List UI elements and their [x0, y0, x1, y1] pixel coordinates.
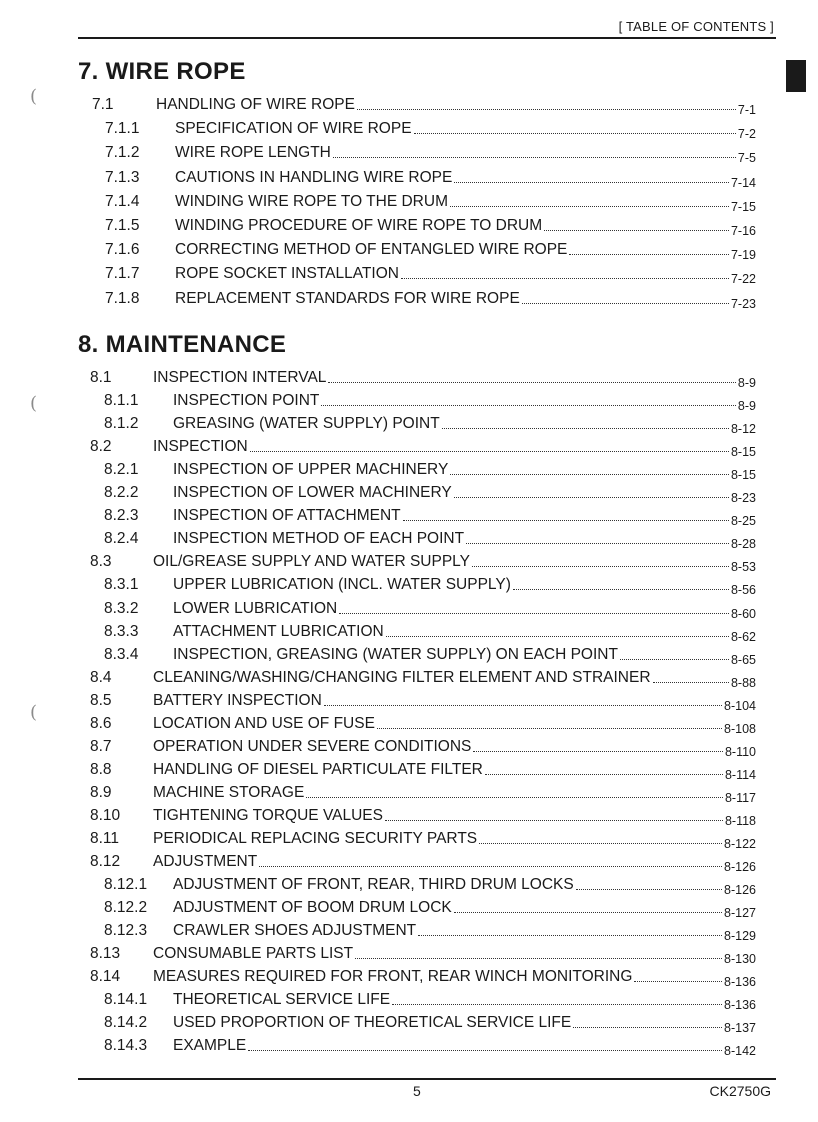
toc-entry-number: 8.10	[90, 806, 121, 824]
toc-entry-number: 8.2.3	[104, 507, 139, 525]
toc-entry-page: 8-15	[730, 468, 756, 483]
dot-leader	[442, 428, 729, 429]
toc-entry-page: 8-129	[724, 929, 756, 944]
toc-entry-page: 7-23	[730, 296, 756, 311]
toc-entry[interactable]	[0, 965, 756, 990]
dot-leader	[653, 682, 729, 683]
toc-entry-title: LOCATION AND USE OF FUSE	[153, 714, 375, 732]
toc-entry[interactable]	[0, 481, 756, 506]
toc-entry-number: 8.1.2	[104, 415, 139, 433]
toc-entry-number: 8.1.1	[104, 392, 139, 410]
toc-entry-number: 8.2	[90, 438, 112, 456]
toc-entry-number: 8.14.2	[104, 1014, 148, 1032]
toc-entry-page: 8-126	[724, 883, 756, 898]
page-number: 5	[413, 1083, 421, 1099]
toc-entry-number: 8.12.2	[104, 899, 148, 917]
toc-entry-page: 8-136	[724, 975, 756, 990]
toc-entry-number: 8.12	[90, 853, 121, 871]
toc-entry-page: 8-114	[724, 767, 756, 782]
toc-entry-title: INSPECTION OF ATTACHMENT	[173, 507, 401, 525]
dot-leader	[306, 797, 723, 798]
dot-leader	[569, 254, 729, 255]
toc-entry-title: MACHINE STORAGE	[153, 783, 305, 801]
toc-entry-number: 7.1.7	[105, 265, 140, 283]
dot-leader	[324, 705, 722, 706]
toc-entry-number: 8.9	[90, 783, 112, 801]
toc-entry[interactable]	[0, 504, 756, 529]
toc-entry-number: 8.5	[90, 691, 112, 709]
toc-entry-number: 8.11	[90, 830, 120, 847]
toc-entry-page: 7-19	[730, 248, 756, 263]
dot-leader	[620, 659, 729, 660]
toc-entry[interactable]	[0, 366, 756, 388]
toc-entry-number: 8.7	[90, 737, 112, 755]
toc-entry-title: THEORETICAL SERVICE LIFE	[173, 991, 391, 1009]
dot-leader	[357, 109, 736, 110]
toc-entry-page: 8-65	[730, 652, 756, 667]
toc-entry-page: 7-16	[730, 224, 756, 238]
toc-entry[interactable]	[0, 1034, 756, 1059]
dot-leader	[634, 981, 722, 982]
toc-entry-page: 8-60	[730, 606, 756, 621]
dot-leader	[403, 520, 729, 521]
toc-entry-page: 8-137	[724, 1021, 756, 1036]
toc-entry-number: 7.1.5	[105, 217, 140, 234]
chapter-7-title: 7. WIRE ROPE	[78, 58, 246, 85]
toc-entry-title: INSPECTION METHOD OF EACH POINT	[173, 530, 465, 548]
toc-entry[interactable]	[0, 689, 756, 711]
toc-entry-number: 8.12.3	[104, 922, 148, 940]
toc-entry-title: LOWER LUBRICATION	[173, 599, 338, 617]
toc-entry-number: 7.1.8	[105, 289, 140, 307]
toc-entry-title: CRAWLER SHOES ADJUSTMENT	[173, 922, 417, 940]
dot-leader	[454, 182, 729, 183]
toc-entry[interactable]	[0, 550, 756, 575]
toc-entry-page: 8-56	[730, 583, 756, 598]
toc-entry-title: GREASING (WATER SUPPLY) POINT	[173, 415, 440, 433]
toc-entry-number: 8.12.1	[104, 876, 148, 894]
toc-entry-title: INSPECTION INTERVAL	[153, 369, 327, 386]
toc-entry-title: INSPECTION OF UPPER MACHINERY	[173, 461, 449, 479]
toc-entry[interactable]	[0, 262, 756, 287]
dot-leader	[522, 303, 729, 304]
toc-entry[interactable]	[0, 190, 756, 212]
toc-entry-number: 8.14.3	[104, 1037, 148, 1055]
toc-entry[interactable]	[0, 988, 756, 1013]
toc-entry-page: 7-15	[730, 199, 756, 214]
toc-entry-number: 8.3.4	[104, 645, 139, 663]
scan-mark: (	[30, 86, 38, 107]
toc-entry[interactable]	[0, 896, 756, 921]
dot-leader	[418, 935, 722, 936]
toc-entry-title: OIL/GREASE SUPPLY AND WATER SUPPLY	[153, 553, 470, 571]
toc-entry-number: 8.3	[90, 553, 112, 571]
toc-entry-page: 8-122	[724, 837, 756, 851]
toc-entry-title: ADJUSTMENT	[153, 853, 258, 871]
toc-entry-number: 8.2.2	[104, 484, 139, 502]
toc-entry-title: WINDING PROCEDURE OF WIRE ROPE TO DRUM	[175, 217, 543, 234]
dot-leader	[450, 206, 729, 207]
toc-entry-page: 8-127	[724, 906, 756, 921]
dot-leader	[333, 157, 736, 158]
toc-entry-page: 7-1	[737, 103, 756, 117]
scan-mark: (	[30, 393, 38, 414]
toc-entry-title: MEASURES REQUIRED FOR FRONT, REAR WINCH MONITORING	[153, 968, 633, 986]
toc-entry-title: TIGHTENING TORQUE VALUES	[153, 806, 383, 824]
toc-entry-page: 8-9	[737, 376, 756, 390]
dot-leader	[479, 843, 722, 844]
toc-entry[interactable]	[0, 758, 756, 780]
dot-leader	[454, 497, 729, 498]
toc-entry-title: PERIODICAL REPLACING SECURITY PARTS	[153, 830, 478, 847]
toc-entry-number: 8.8	[90, 760, 112, 778]
scan-mark: (	[30, 702, 38, 723]
toc-entry-page: 8-110	[724, 744, 756, 759]
dot-leader	[513, 589, 729, 590]
toc-entry-page: 8-104	[724, 698, 756, 713]
document-code: CK2750G	[709, 1083, 771, 1099]
chapter-8-title: 8. MAINTENANCE	[78, 331, 287, 358]
toc-entry-page: 8-62	[730, 629, 756, 644]
toc-entry-page: 8-23	[730, 491, 756, 506]
toc-entry-page: 8-9	[737, 399, 756, 414]
toc-entry[interactable]	[0, 1011, 756, 1036]
toc-entry-page: 8-88	[730, 675, 756, 690]
toc-entry-title: CAUTIONS IN HANDLING WIRE ROPE	[175, 168, 453, 186]
toc-entry[interactable]	[0, 435, 756, 460]
dot-leader	[248, 1050, 722, 1051]
toc-entry-title: UPPER LUBRICATION (INCL. WATER SUPPLY)	[173, 576, 511, 594]
toc-entry-title: ADJUSTMENT OF BOOM DRUM LOCK	[173, 899, 452, 917]
toc-entry-page: 8-142	[724, 1044, 756, 1059]
dot-leader	[454, 912, 722, 913]
toc-entry[interactable]	[0, 781, 756, 803]
toc-entry-number: 7.1.3	[105, 168, 140, 186]
toc-entry-page: 8-118	[724, 813, 756, 828]
dot-leader	[339, 613, 729, 614]
toc-entry-title: INSPECTION OF LOWER MACHINERY	[173, 484, 452, 502]
toc-entry[interactable]	[0, 573, 756, 598]
dot-leader	[250, 451, 729, 452]
toc-entry[interactable]	[0, 804, 756, 826]
toc-entry-title: EXAMPLE	[173, 1037, 247, 1055]
toc-entry-title: ROPE SOCKET INSTALLATION	[175, 265, 399, 283]
toc-entry-title: WINDING WIRE ROPE TO THE DRUM	[175, 192, 448, 210]
toc-entry-title: HANDLING OF WIRE ROPE	[156, 96, 355, 113]
toc-entry[interactable]	[0, 942, 756, 967]
toc-entry-title: REPLACEMENT STANDARDS FOR WIRE ROPE	[175, 289, 520, 307]
dot-leader	[377, 728, 722, 729]
toc-entry[interactable]	[0, 117, 756, 142]
toc-entry-number: 8.2.1	[104, 461, 139, 479]
toc-entry[interactable]	[0, 850, 756, 875]
dot-leader	[473, 751, 723, 752]
toc-entry-number: 8.3.2	[104, 599, 139, 617]
toc-entry-title: SPECIFICATION OF WIRE ROPE	[175, 120, 412, 138]
toc-entry[interactable]	[0, 238, 756, 263]
toc-entry-number: 7.1.6	[105, 241, 140, 259]
dot-leader	[544, 230, 729, 231]
toc-entry-number: 8.13	[90, 945, 121, 963]
toc-entry-page: 8-15	[730, 445, 756, 460]
toc-entry-title: INSPECTION POINT	[173, 392, 320, 410]
toc-entry[interactable]	[0, 827, 756, 849]
toc-entry-page: 8-126	[724, 860, 756, 875]
toc-entry-page: 7-5	[737, 151, 756, 166]
footer-rule	[78, 1078, 776, 1080]
toc-entry-title: INSPECTION, GREASING (WATER SUPPLY) ON EACH POINT	[173, 645, 618, 663]
toc-entry-number: 7.1.1	[105, 120, 140, 138]
toc-entry-number: 8.14	[90, 968, 121, 986]
toc-entry-title: WIRE ROPE LENGTH	[175, 144, 331, 162]
toc-entry-title: ADJUSTMENT OF FRONT, REAR, THIRD DRUM LOCKS	[173, 876, 574, 894]
toc-entry[interactable]	[0, 712, 756, 734]
toc-entry[interactable]	[0, 643, 756, 665]
toc-entry[interactable]	[0, 287, 756, 309]
dot-leader	[321, 405, 736, 406]
toc-entry-number: 7.1	[92, 96, 114, 113]
toc-entry[interactable]	[0, 93, 756, 115]
toc-entry-page: 8-12	[730, 422, 756, 437]
dot-leader	[392, 1004, 722, 1005]
toc-entry-title: USED PROPORTION OF THEORETICAL SERVICE LIFE	[173, 1014, 572, 1032]
section-header-label: [ TABLE OF CONTENTS ]	[618, 19, 774, 34]
toc-entry-number: 8.14.1	[104, 991, 148, 1009]
toc-entry[interactable]	[0, 735, 756, 757]
toc-entry-number: 8.4	[90, 668, 112, 686]
dot-leader	[576, 889, 722, 890]
dot-leader	[450, 474, 729, 475]
toc-entry-page: 7-2	[737, 127, 756, 142]
toc-entry-page: 8-25	[730, 514, 756, 529]
dot-leader	[485, 774, 723, 775]
toc-entry[interactable]	[0, 458, 756, 483]
dot-leader	[573, 1027, 722, 1028]
toc-entry[interactable]	[0, 873, 756, 898]
dot-leader	[355, 958, 722, 959]
dot-leader	[466, 543, 729, 544]
toc-entry-number: 8.1	[90, 369, 112, 386]
toc-entry[interactable]	[0, 166, 756, 188]
dot-leader	[386, 636, 729, 637]
toc-entry[interactable]	[0, 141, 756, 166]
toc-entry[interactable]	[0, 412, 756, 437]
toc-entry-title: INSPECTION	[153, 438, 248, 456]
dot-leader	[385, 820, 723, 821]
toc-entry-page: 8-108	[724, 721, 756, 736]
toc-entry-page: 8-28	[730, 537, 756, 552]
header-rule	[78, 37, 776, 39]
toc-entry-page: 8-136	[724, 998, 756, 1013]
toc-entry-title: CONSUMABLE PARTS LIST	[153, 945, 354, 963]
toc-entry[interactable]	[0, 620, 756, 642]
toc-entry[interactable]	[0, 597, 756, 619]
toc-entry-title: ATTACHMENT LUBRICATION	[173, 622, 384, 640]
chapter-index-tab	[786, 60, 806, 92]
toc-entry-page: 8-130	[724, 952, 756, 967]
toc-entry-number: 7.1.2	[105, 144, 140, 162]
dot-leader	[259, 866, 722, 867]
toc-entry-number: 8.3.3	[104, 622, 139, 640]
dot-leader	[401, 278, 729, 279]
toc-entry-title: BATTERY INSPECTION	[153, 691, 322, 709]
dot-leader	[472, 566, 729, 567]
toc-entry[interactable]	[0, 666, 756, 688]
toc-entry-title: HANDLING OF DIESEL PARTICULATE FILTER	[153, 760, 483, 778]
toc-entry[interactable]	[0, 527, 756, 552]
toc-entry-page: 8-117	[724, 790, 756, 805]
toc-entry-title: CORRECTING METHOD OF ENTANGLED WIRE ROPE	[175, 241, 568, 259]
toc-entry-number: 8.3.1	[104, 576, 139, 594]
toc-entry[interactable]	[0, 389, 756, 414]
toc-entry[interactable]	[0, 919, 756, 944]
toc-entry[interactable]	[0, 214, 756, 236]
toc-entry-page: 8-53	[730, 560, 756, 575]
toc-entry-number: 8.2.4	[104, 530, 139, 548]
toc-entry-page: 7-14	[730, 175, 756, 190]
toc-entry-number: 8.6	[90, 714, 112, 732]
dot-leader	[328, 382, 736, 383]
toc-entry-title: OPERATION UNDER SEVERE CONDITIONS	[153, 737, 472, 755]
toc-entry-title: CLEANING/WASHING/CHANGING FILTER ELEMENT AND STRAINER	[153, 668, 651, 686]
dot-leader	[414, 133, 736, 134]
toc-entry-page: 7-22	[730, 272, 756, 287]
toc-entry-number: 7.1.4	[105, 192, 140, 210]
